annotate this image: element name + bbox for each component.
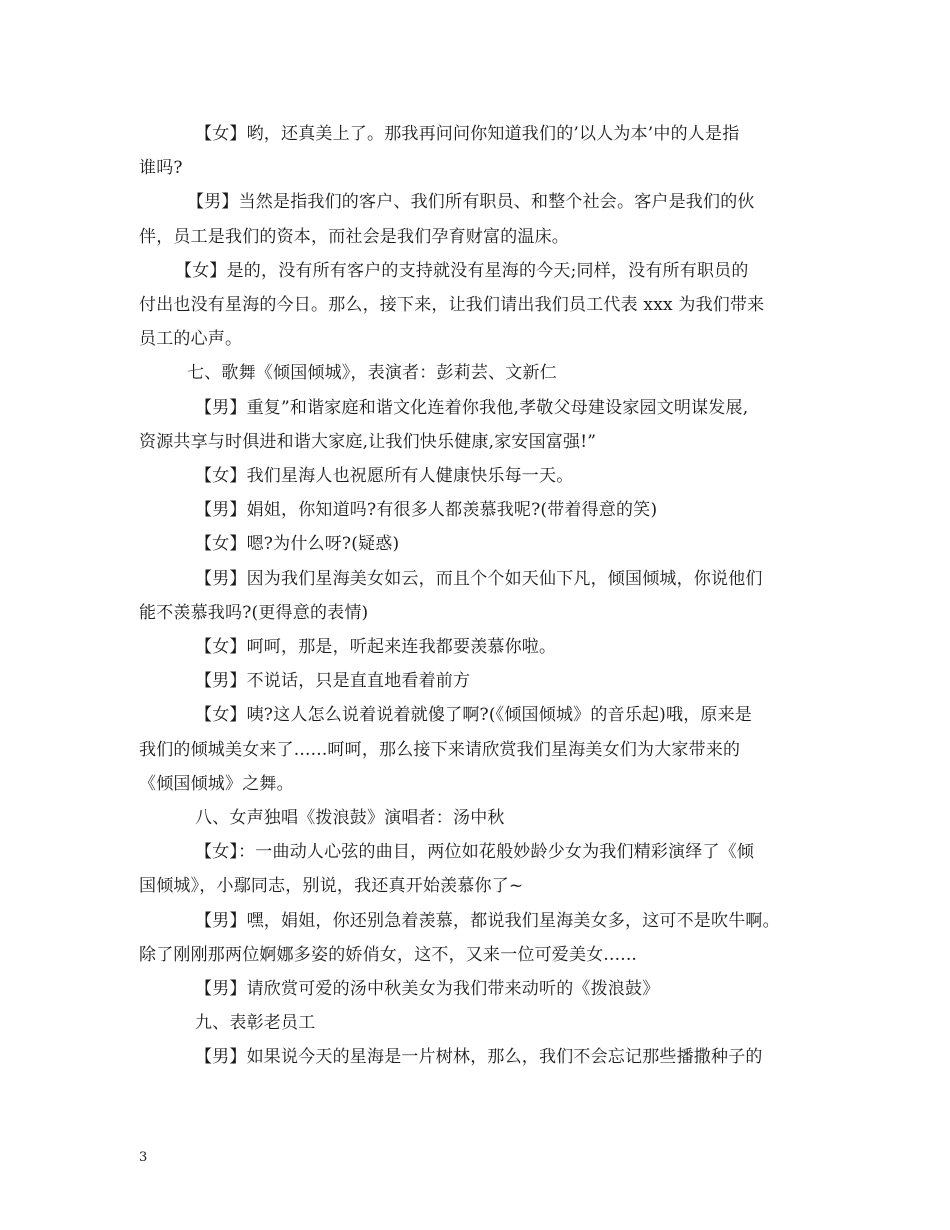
text-line: 【男】因为我们星海美女如云，而且个个如天仙下凡，倾国倾城，你说他们 [195,568,763,589]
paragraph [139,117,827,185]
text-line: 资源共享与时俱进和谐大家庭,让我们快乐健康,家安国富强!” [139,431,597,452]
paragraph [139,1040,827,1074]
paragraph [139,801,827,835]
text-line: 【男】重复”和谐家庭和谐文化连着你我他,孝敬父母建设家园文明谋发展, [195,397,749,418]
text-line: 除了刚刚那两位婀娜多姿的娇俏女，这不，又来一位可爱美女...... [139,944,638,965]
text-line: 伴，员工是我们的资本，而社会是我们孕育财富的温床。 [139,226,569,247]
text-line: 【男】不说话，只是直直地看着前方 [195,671,471,692]
page-number: 3 [139,1150,148,1165]
paragraph [139,185,827,253]
paragraph [139,904,827,972]
text-line: 【女】我们星海人也祝愿所有人健康快乐每一天。 [195,466,574,487]
paragraph [139,459,827,493]
text-line: 【男】当然是指我们的客户、我们所有职员、和整个社会。客户是我们的伙 [187,192,755,213]
paragraph [139,562,827,630]
paragraph [139,254,827,357]
text-line: 国倾城》，小鄢同志，别说，我还真开始羡慕你了~ [139,876,524,897]
paragraph [139,1006,827,1040]
paragraph [139,664,827,698]
text-line: 八、女声独唱《拨浪鼓》演唱者：汤中秋 [195,808,505,829]
paragraph [139,493,827,527]
text-line: 【男】娟姐，你知道吗?有很多人都羡慕我呢?(带着得意的笑) [195,500,658,521]
text-line: 能不羡慕我吗?(更得意的表情) [139,602,369,623]
text-line: 九、表彰老员工 [195,1013,316,1034]
paragraph [139,630,827,664]
text-line: 【女】：一曲动人心弦的曲目，两位如花般妙龄少女为我们精彩演绎了《倾 [195,842,755,863]
text-line: 【男】嘿，娟姐，你还别急着羡慕，都说我们星海美女多，这可不是吹牛啊。 [195,910,780,931]
text-line: 【女】是的，没有所有客户的支持就没有星海的今天;同样，没有所有职员的 [175,260,749,281]
text-line: 【女】哟，还真美上了。那我再问问你知道我们的’以人为本’中的人是指 [195,124,740,144]
text-line: 付出也没有星海的今日。那么，接下来，让我们请出我们员工代表 xxx 为我们带来 [139,295,765,316]
text-line: 谁吗? [139,158,183,179]
text-line: 【男】请欣赏可爱的汤中秋美女为我们带来动听的《拨浪鼓》 [195,979,660,1000]
text-line: 【女】嗯?为什么呀?(疑惑) [195,534,400,555]
paragraph [139,698,827,801]
text-line: 七、歌舞《倾国倾城》，表演者：彭莉芸、文新仁 [187,363,557,384]
paragraph [139,835,827,903]
paragraph [139,972,827,1006]
text-line: 【女】呵呵，那是，听起来连我都要羡慕你啦。 [195,637,557,658]
paragraph [139,527,827,561]
text-line: 我们的倾城美女来了......呵呵，那么接下来请欣赏我们星海美女们为大家带来的 [139,739,741,760]
paragraph [139,391,827,459]
text-line: 《倾国倾城》之舞。 [139,773,294,794]
text-line: 员工的心声。 [139,329,243,350]
paragraph [139,356,827,390]
text-line: 【女】咦?这人怎么说着说着就傻了啊?(《倾国倾城》的音乐起)哦，原来是 [195,705,752,726]
text-line: 【男】如果说今天的星海是一片树林，那么，我们不会忘记那些播撒种子的 [195,1047,763,1068]
document-body [139,117,827,1075]
